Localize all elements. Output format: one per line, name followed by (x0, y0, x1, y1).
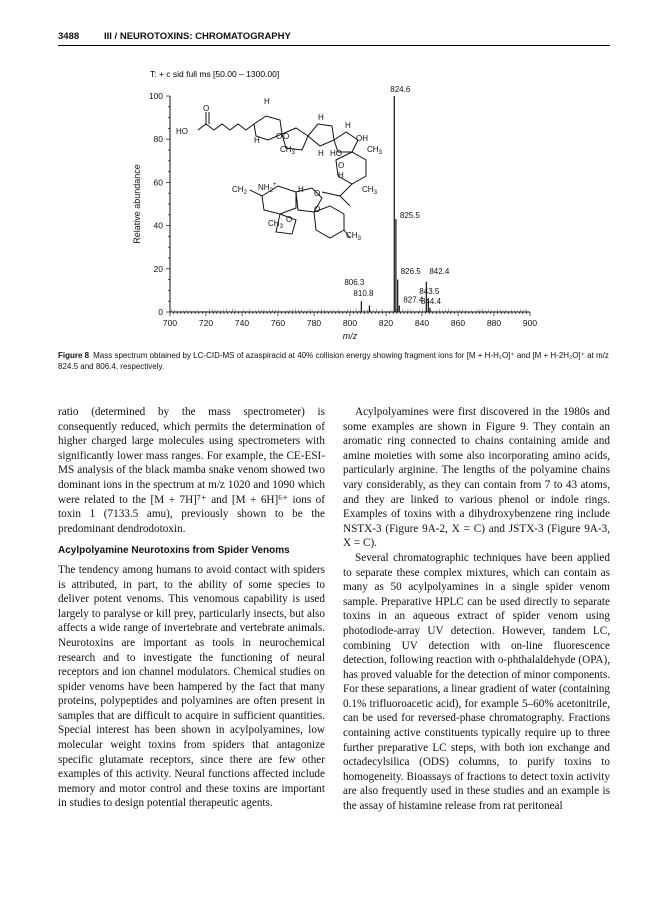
label-o: O (203, 104, 210, 113)
svg-text:O (314, 205, 320, 214)
svg-text:CH3 (268, 219, 284, 230)
svg-text:H (264, 97, 270, 106)
label-o: O (314, 189, 321, 198)
svg-text:O (286, 215, 292, 224)
svg-text:CH3 (367, 145, 383, 156)
svg-text:H (254, 136, 260, 145)
paragraph: Acylpolyamines were first discovered in the 1980s and some examples are shown in Figure 9. They contain an aromatic ring connected to chains containing amide and amine moieties with some also incorporating amino acids, particularly arginine. The lengths of the polyamine chains vary considerably, as they can contain from 7 to 43 atoms, and they are linked to various phenol or indole rings. Examples of toxins with a dihydroxybenzene ring include NSTX-3 (Figure 9A-2, X = C) and JSTX-3 (Figure 9A-3, X = C). (343, 406, 610, 550)
label-o: O (286, 215, 293, 224)
figure-8-mass-spectrum (0, 0, 668, 350)
peak-label: 826.5 (400, 267, 421, 277)
section-heading: Acylpolyamine Neurotoxins from Spider Venoms (58, 545, 290, 557)
x-tick-label: 760 (270, 318, 286, 328)
svg-text:H (345, 121, 351, 130)
peak-label: 810.8 (353, 288, 374, 298)
y-axis-label: Relative abundance (132, 164, 142, 244)
svg-text:CH3 (346, 231, 362, 242)
peak-label: 843.5 (419, 287, 440, 297)
peak-label: 824.6 (390, 85, 411, 94)
svg-text:HO (176, 127, 188, 136)
label-h: H (345, 121, 351, 130)
x-tick-label: 820 (378, 318, 394, 328)
label-h: H (338, 171, 344, 180)
right-column (343, 405, 610, 814)
peak-label: 844.4 (420, 296, 441, 306)
svg-text:H (338, 171, 344, 180)
y-tick-label: 80 (153, 134, 163, 145)
label-ch3: CH (346, 231, 358, 240)
peak-label: 842.4 (429, 267, 450, 277)
svg-text:O (314, 189, 320, 198)
label-ch2: CH (232, 185, 244, 194)
label-sup: + (272, 182, 277, 188)
y-tick-label: 100 (148, 91, 163, 101)
svg-text:O (276, 132, 282, 141)
label-nh2: NH (258, 183, 270, 192)
label-ch3: CH (362, 185, 374, 194)
label-ch3: CH (280, 145, 292, 154)
chart-axes (132, 91, 537, 341)
x-axis-label: m/z (342, 331, 358, 341)
peak-label: 825.5 (399, 211, 420, 221)
bond-chain (198, 124, 254, 130)
structure-labels (176, 97, 383, 242)
y-tick-label: 40 (153, 220, 163, 231)
svg-text:O (338, 161, 344, 170)
svg-text:CH3 (280, 145, 296, 156)
chart-title: T: + c sid full ms [50.00 – 1300.00] (150, 69, 280, 79)
label-ch3: CH (367, 145, 379, 154)
label-o: O (276, 132, 283, 141)
label-sub: 2 (243, 190, 247, 196)
x-tick-label: 740 (234, 318, 250, 328)
paragraph: Several chromatographic techniques have been applied to separate these complex mixtures, which can contain as many as 50 acylpolyamines in a single spider venom sample. Preparative HPLC can be used directly to separate toxins in an aqueous extract of spider venom using photodiode-array UV detection. However, tandem LC, combining UV detection with on-line fluorescence detection, following reaction with o-phthalaldehyde (OPA), has proved valuable for the detection of minor components. For these separations, a linear gradient of water (containing 0.1% trifluoroacetic acid), for example 5–60% acetonitrile, can be used for reversed-phase chromatography. Fractions containing active constituents typically require up to three further preparative LC steps, with both ion exchange and octadecylsilica (ODS) columns, to purify toxins to homogeneity. Bioassays of fractions to detect toxin activity are also frequently used in these studies and an example is the assay of histamine release from rat peritoneal (343, 551, 610, 813)
caption-text: Mass spectrum obtained by LC-CID-MS of azaspiracid at 40% collision energy showing fragment ions for [M + H-H₂O]⁺ and [M + H-2H₂O]⁺ at m/z 824.5 and 806.4, respectively. (58, 351, 609, 371)
svg-text:OH (356, 134, 368, 143)
x-tick-label: 800 (342, 318, 358, 328)
svg-text:HO (330, 149, 342, 158)
label-sub: 3 (378, 150, 382, 156)
svg-text:O (283, 132, 289, 141)
x-tick-label: 840 (414, 318, 430, 328)
figure-caption (58, 350, 610, 372)
peak-label: 806.3 (344, 278, 365, 287)
page-number: 3488 (58, 31, 80, 42)
chart-peaks (172, 85, 526, 312)
left-column (58, 405, 325, 811)
x-tick-label: 700 (162, 318, 178, 328)
bond-exo (340, 196, 350, 206)
label-h: H (318, 149, 324, 158)
label-sub: 2 (269, 188, 273, 194)
label-oh: OH (356, 134, 368, 143)
label-sub: 3 (279, 224, 283, 230)
label-h: H (318, 113, 324, 122)
x-tick-label: 900 (522, 318, 538, 328)
label-o: O (314, 205, 321, 214)
running-title: III / NEUROTOXINS: CHROMATOGRAPHY (104, 31, 291, 42)
svg-text:H (318, 113, 324, 122)
paragraph: ratio (determined by the mass spectrometer) is consequently reduced, which permits the determination of higher charged large molecules using spectrometers with significantly lower mass ranges. For example, the CE-ESI-MS analysis of the black mamba snake venom showed two dominant ions in the spectrum at m/z 1020 and 1090 which were related to the [M + 7H]⁷⁺ and [M + 6H]⁶⁺ ions of toxin 1 (7133.5 amu), previously shown to be the predominant dendrodotoxin. (58, 406, 325, 535)
label-h: H (298, 185, 304, 194)
y-tick-label: 0 (158, 307, 163, 317)
y-tick-label: 20 (153, 263, 163, 274)
label-sub: 3 (373, 190, 377, 196)
peak-label: 827.4 (403, 295, 424, 305)
x-tick-label: 880 (486, 318, 502, 328)
svg-text:O (203, 104, 209, 113)
label-sub: 3 (291, 150, 295, 156)
svg-text:H (298, 185, 304, 194)
ring-c (308, 124, 334, 146)
label-ch3: CH (268, 219, 280, 228)
label-ho: HO (176, 127, 188, 136)
paragraph: The tendency among humans to avoid contact with spiders is attributed, in part, to the ability of some species to deliver potent venoms. This venomous capability is used largely to paralyse or kill prey, particularly insects, but also affects a wide range of invertebrate and vertebrate animals. Neurotoxins are important as tools in neurochemical research and to investigate the functioning of neural receptors and ion channel modulators. Chemical studies on spider venoms have been hampered by the fact that many proteins, polypeptides and polyamines are often present in samples that are difficult to acquire in sufficient quantities. Special interest has been shown in acylpolyamines, low molecular weight toxins from spiders that antagonize specific glutamate receptors, since there are few other examples of this activity. Neural functions affected include memory and motor control and these toxins are important in studies to design potential therapeutic agents. (58, 563, 325, 810)
y-tick-label: 60 (153, 177, 163, 188)
x-tick-label: 860 (450, 318, 466, 328)
bond-link (340, 184, 352, 196)
label-o: O (283, 132, 290, 141)
label-h: H (254, 136, 260, 145)
x-tick-label: 720 (198, 318, 214, 328)
svg-text:H (318, 149, 324, 158)
bond-link-2 (322, 192, 340, 196)
svg-text:CH2 (232, 185, 248, 196)
x-tick-label: 780 (306, 318, 322, 328)
svg-text:CH3 (362, 185, 378, 196)
label-ho: HO (330, 149, 342, 158)
label-o: O (338, 161, 345, 170)
label-sub: 3 (357, 236, 361, 242)
figure-label: Figure 8 (58, 351, 90, 360)
label-h: H (264, 97, 270, 106)
